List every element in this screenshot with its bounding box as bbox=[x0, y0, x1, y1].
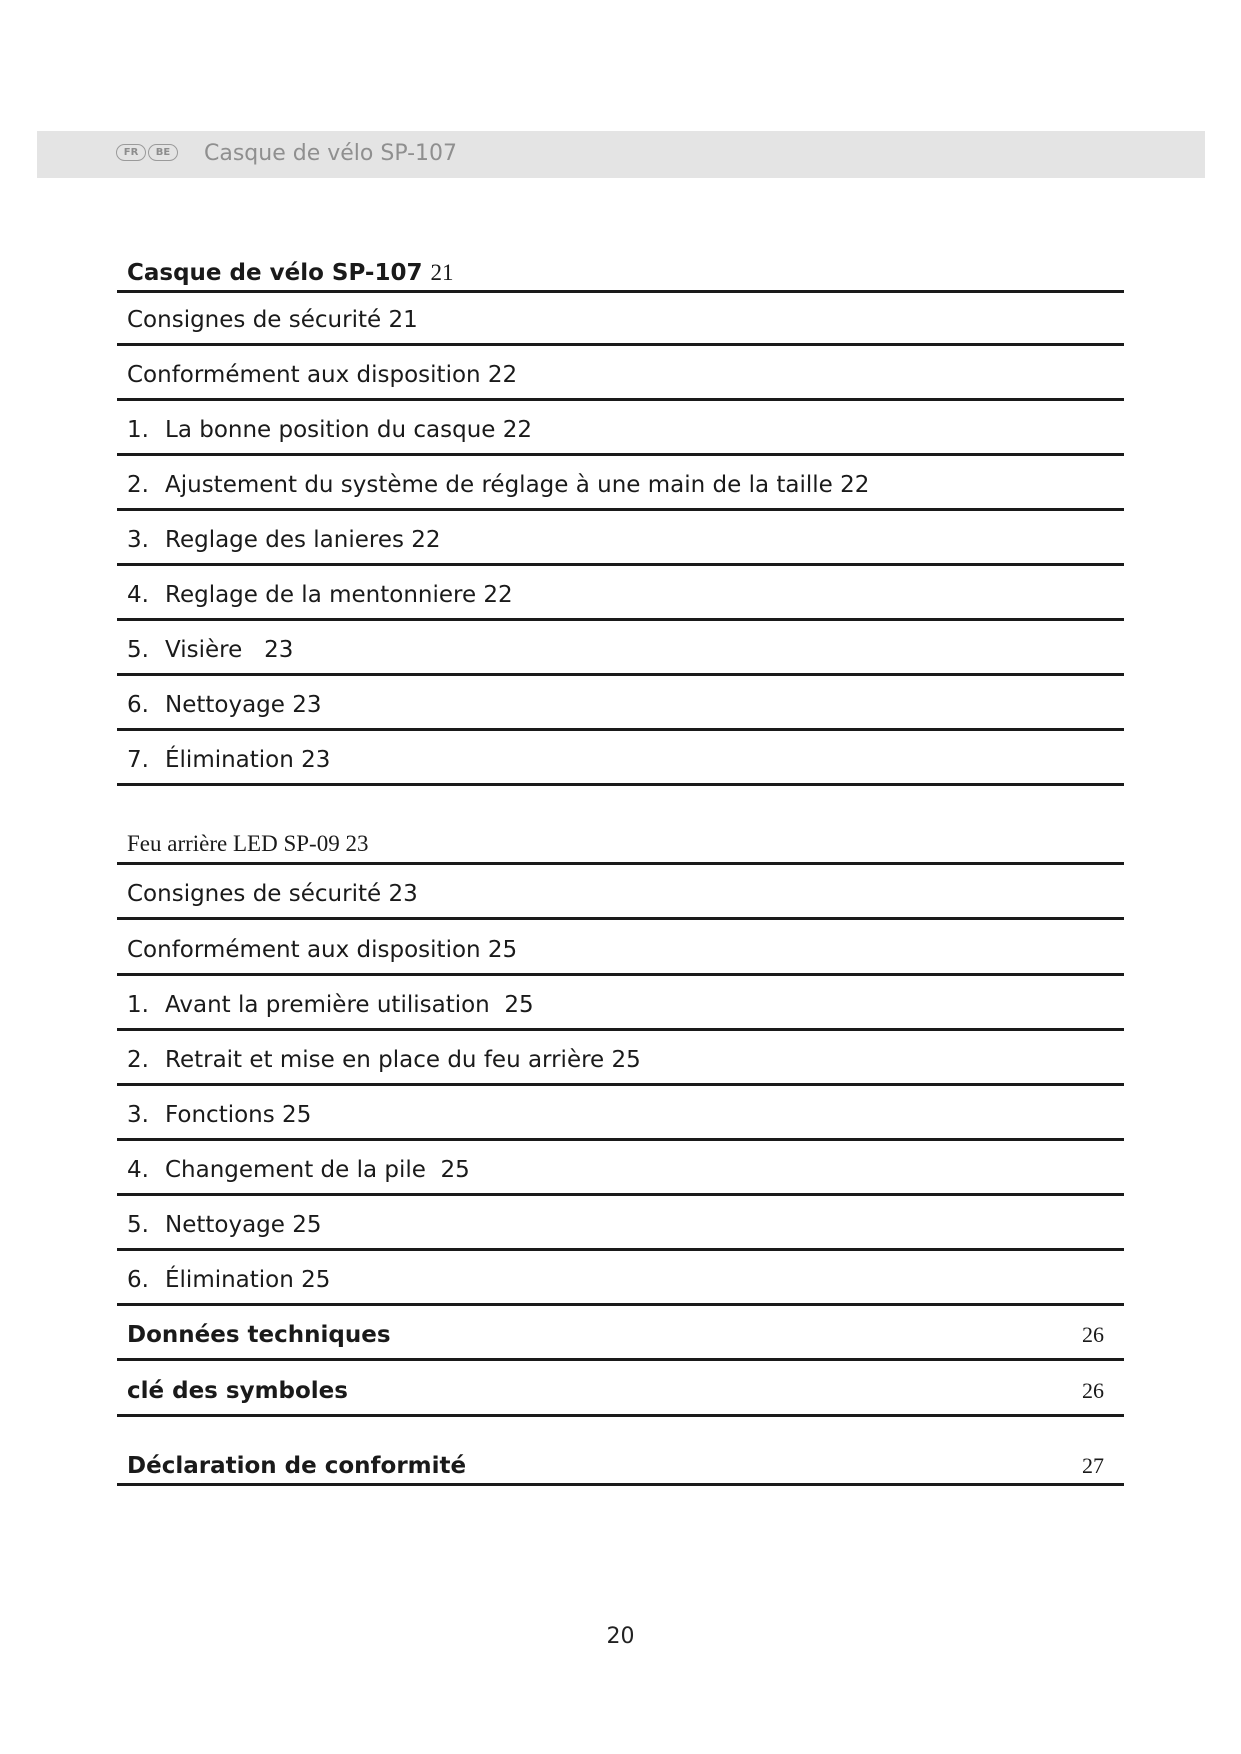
toc-item-text: Fonctions 25 bbox=[165, 1102, 312, 1128]
toc-item-text: La bonne position du casque 22 bbox=[165, 417, 533, 443]
language-badges bbox=[116, 144, 178, 161]
toc-item[interactable] bbox=[117, 676, 1124, 731]
toc-item-number: 5. bbox=[127, 1212, 149, 1238]
toc-item[interactable] bbox=[117, 865, 1124, 920]
toc-item-text: Nettoyage 23 bbox=[165, 692, 322, 718]
toc-item-text: Élimination 25 bbox=[165, 1267, 331, 1293]
language-badge-fr: FR bbox=[116, 144, 146, 161]
toc-item-text: Ajustement du système de réglage à une main de la taille 22 bbox=[165, 472, 870, 498]
toc-item-number: 2. bbox=[127, 472, 149, 498]
toc-item-text: Retrait et mise en place du feu arrière 25 bbox=[165, 1047, 641, 1073]
header-title: Casque de vélo SP-107 bbox=[204, 141, 458, 166]
toc-item-text: Consignes de sécurité 21 bbox=[127, 307, 418, 333]
toc-item[interactable] bbox=[117, 920, 1124, 976]
toc-item-number: 4. bbox=[127, 1157, 149, 1183]
toc-item-text: Conformément aux disposition 22 bbox=[127, 362, 518, 388]
toc-section-heading[interactable] bbox=[117, 786, 1124, 865]
toc-entry-technical-data[interactable] bbox=[117, 1306, 1124, 1361]
toc-item-text: Consignes de sécurité 23 bbox=[127, 881, 418, 907]
toc-item-number: 3. bbox=[127, 527, 149, 553]
toc-item-text: Changement de la pile 25 bbox=[165, 1157, 470, 1183]
toc-item[interactable] bbox=[117, 976, 1124, 1031]
toc-item-number: 1. bbox=[127, 992, 149, 1018]
running-header bbox=[37, 131, 1205, 178]
toc-entry-declaration[interactable] bbox=[117, 1417, 1124, 1486]
toc-item-number: 5. bbox=[127, 637, 149, 663]
toc-item[interactable] bbox=[117, 456, 1124, 511]
toc-item-number: 6. bbox=[127, 692, 149, 718]
toc-section-page: 21 bbox=[430, 260, 454, 285]
page-number: 20 bbox=[606, 1624, 635, 1649]
toc-entry-title: clé des symboles bbox=[127, 1378, 348, 1404]
toc-item[interactable] bbox=[117, 731, 1124, 786]
toc-item-number: 1. bbox=[127, 417, 149, 443]
toc-item[interactable] bbox=[117, 1141, 1124, 1196]
toc-item[interactable] bbox=[117, 401, 1124, 456]
toc-item-number: 4. bbox=[127, 582, 149, 608]
toc-section-title: Casque de vélo SP-107 bbox=[127, 260, 423, 286]
toc-item-text: Avant la première utilisation 25 bbox=[165, 992, 534, 1018]
toc-item[interactable] bbox=[117, 346, 1124, 401]
toc-item-text: Reglage de la mentonniere 22 bbox=[165, 582, 513, 608]
toc-item[interactable] bbox=[117, 1196, 1124, 1251]
toc-item-number: 6. bbox=[127, 1267, 149, 1293]
toc-item-number: 3. bbox=[127, 1102, 149, 1128]
toc-entry-page: 26 bbox=[1082, 1378, 1104, 1403]
toc-item-text: Nettoyage 25 bbox=[165, 1212, 322, 1238]
toc-item-text: Élimination 23 bbox=[165, 747, 331, 773]
toc-item-text: Reglage des lanieres 22 bbox=[165, 527, 441, 553]
toc-item[interactable] bbox=[117, 1031, 1124, 1086]
toc-entry-title: Déclaration de conformité bbox=[127, 1453, 467, 1479]
toc-entry-symbols[interactable] bbox=[117, 1361, 1124, 1417]
toc-section-heading[interactable] bbox=[117, 250, 1124, 293]
toc-item[interactable] bbox=[117, 621, 1124, 676]
toc-item[interactable] bbox=[117, 566, 1124, 621]
toc-item-text: Visière 23 bbox=[165, 637, 294, 663]
toc-item[interactable] bbox=[117, 511, 1124, 566]
toc-entry-title: Données techniques bbox=[127, 1322, 391, 1348]
toc-entry-page: 26 bbox=[1082, 1322, 1104, 1347]
language-badge-be: BE bbox=[148, 144, 178, 161]
toc-item-number: 7. bbox=[127, 747, 149, 773]
toc-item-text: Conformément aux disposition 25 bbox=[127, 937, 518, 963]
toc-item[interactable] bbox=[117, 1086, 1124, 1141]
toc-item[interactable] bbox=[117, 293, 1124, 346]
toc-section-title: Feu arrière LED SP-09 23 bbox=[127, 831, 369, 856]
toc-item[interactable] bbox=[117, 1251, 1124, 1306]
toc-entry-page: 27 bbox=[1082, 1453, 1104, 1478]
toc-item-number: 2. bbox=[127, 1047, 149, 1073]
